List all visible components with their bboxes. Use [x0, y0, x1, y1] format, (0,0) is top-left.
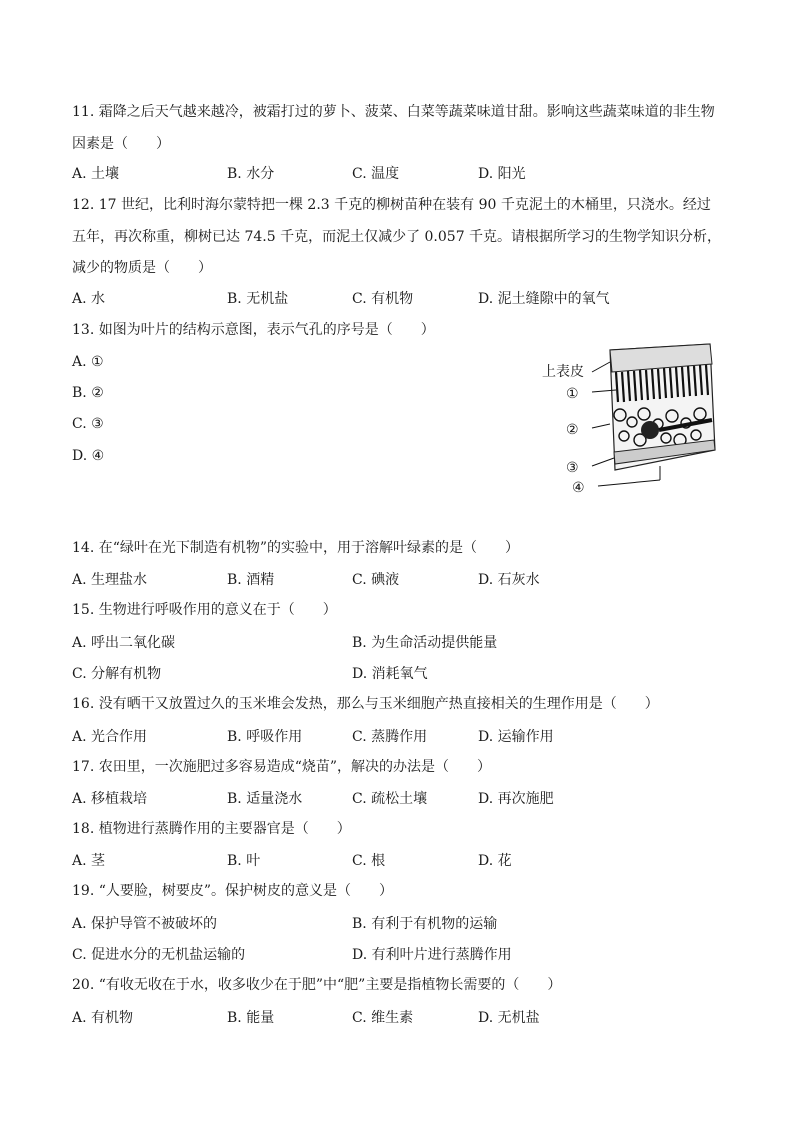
- question-18-stem: 18. 植物进行蒸腾作用的主要器官是（ ）: [72, 821, 351, 837]
- question-17: [72, 752, 722, 784]
- question-12: [72, 190, 722, 285]
- question-16: [72, 689, 722, 721]
- q14-option-b: B. 酒精: [227, 572, 275, 588]
- question-15-options-row1: [72, 633, 722, 653]
- q15-option-d: D. 消耗氧气: [352, 666, 428, 682]
- question-14: [72, 533, 722, 565]
- question-18: [72, 814, 722, 846]
- q13-option-a: A. ①: [72, 354, 104, 370]
- question-15-options-row2: [72, 664, 722, 684]
- q12-option-b: B. 无机盐: [227, 291, 289, 307]
- q11-option-a: A. 土壤: [72, 166, 120, 182]
- question-17-options: [72, 789, 722, 809]
- question-16-options: [72, 727, 722, 747]
- question-18-options: [72, 851, 722, 871]
- q11-option-d: D. 阳光: [478, 166, 526, 182]
- question-11-options: [72, 164, 722, 184]
- question-14-stem: 14. 在“绿叶在光下制造有机物”的实验中，用于溶解叶绿素的是（ ）: [72, 540, 520, 556]
- q18-option-c: C. 根: [352, 853, 386, 869]
- q12-option-c: C. 有机物: [352, 291, 414, 307]
- q17-option-c: C. 疏松土壤: [352, 791, 428, 807]
- q19-option-a: A. 保护导管不被破坏的: [72, 916, 218, 932]
- q17-option-a: A. 移植栽培: [72, 791, 148, 807]
- question-19-options-row1: [72, 914, 722, 934]
- question-17-stem: 17. 农田里，一次施肥过多容易造成“烧苗”，解决的办法是（ ）: [72, 759, 492, 775]
- q15-option-a: A. 呼出二氧化碳: [72, 635, 176, 651]
- question-11: [72, 97, 722, 160]
- question-13-stem: 13. 如图为叶片的结构示意图，表示气孔的序号是（ ）: [72, 322, 435, 338]
- q18-option-b: B. 叶: [227, 853, 261, 869]
- question-15-stem: 15. 生物进行呼吸作用的意义在于（ ）: [72, 602, 337, 618]
- q19-option-b: B. 有利于有机物的运输: [352, 916, 498, 932]
- figure-label-2: ②: [566, 422, 579, 438]
- q16-option-c: C. 蒸腾作用: [352, 729, 428, 745]
- q14-option-c: C. 碘液: [352, 572, 400, 588]
- question-11-stem: 11. 霜降之后天气越来越冷，被霜打过的萝卜、菠菜、白菜等蔬菜味道甘甜。影响这些蔬菜味道的非生物因素是（ ）: [72, 104, 715, 152]
- q13-option-c: C. ③: [72, 416, 104, 432]
- q20-option-b: B. 能量: [227, 1010, 275, 1026]
- q13-option-b: B. ②: [72, 385, 104, 401]
- q12-option-a: A. 水: [72, 291, 106, 307]
- q11-option-c: C. 温度: [352, 166, 400, 182]
- question-19: [72, 876, 722, 908]
- question-19-stem: 19. “人要脸，树要皮”。保护树皮的意义是（ ）: [72, 883, 394, 899]
- q16-option-a: A. 光合作用: [72, 729, 148, 745]
- q20-option-a: A. 有机物: [72, 1010, 134, 1026]
- q20-option-c: C. 维生素: [352, 1010, 414, 1026]
- q16-option-d: D. 运输作用: [478, 729, 554, 745]
- question-15: [72, 595, 722, 627]
- q12-option-d: D. 泥土缝隙中的氧气: [478, 291, 610, 307]
- q13-option-d: D. ④: [72, 448, 105, 464]
- figure-label-3: ③: [566, 460, 579, 476]
- question-19-options-row2: [72, 945, 722, 965]
- question-16-stem: 16. 没有晒干又放置过久的玉米堆会发热，那么与玉米细胞产热直接相关的生理作用是（ ）: [72, 696, 659, 712]
- q14-option-a: A. 生理盐水: [72, 572, 148, 588]
- question-20: [72, 970, 722, 1002]
- q11-option-b: B. 水分: [227, 166, 275, 182]
- question-20-stem: 20. “有收无收在于水，收多收少在于肥”中“肥”主要是指植物长需要的（ ）: [72, 977, 562, 993]
- q15-option-c: C. 分解有机物: [72, 666, 162, 682]
- question-12-stem: 12. 17 世纪，比利时海尔蒙特把一棵 2.3 千克的柳树苗种在装有 90 千克泥土的木桶里，只浇水。经过五年，再次称重，柳树已达 74.5 千克，而泥土仅减少了 0.057 千克。请根据所学习的生物学知识分析，减少的物质是（ ）: [72, 197, 722, 276]
- q20-option-d: D. 无机盐: [478, 1010, 540, 1026]
- figure-label-upper-epidermis: 上表皮: [542, 364, 584, 380]
- q16-option-b: B. 呼吸作用: [227, 729, 303, 745]
- q15-option-b: B. 为生命活动提供能量: [352, 635, 498, 651]
- figure-label-1: ①: [566, 386, 579, 402]
- q17-option-b: B. 适量浇水: [227, 791, 303, 807]
- q17-option-d: D. 再次施肥: [478, 791, 554, 807]
- leaf-structure-figure: [540, 340, 725, 500]
- q19-option-d: D. 有利叶片进行蒸腾作用: [352, 947, 512, 963]
- question-12-options: [72, 289, 722, 309]
- question-20-options: [72, 1008, 722, 1028]
- q18-option-a: A. 茎: [72, 853, 106, 869]
- question-14-options: [72, 570, 722, 590]
- q18-option-d: D. 花: [478, 853, 512, 869]
- figure-label-4: ④: [572, 480, 585, 496]
- q19-option-c: C. 促进水分的无机盐运输的: [72, 947, 246, 963]
- q14-option-d: D. 石灰水: [478, 572, 540, 588]
